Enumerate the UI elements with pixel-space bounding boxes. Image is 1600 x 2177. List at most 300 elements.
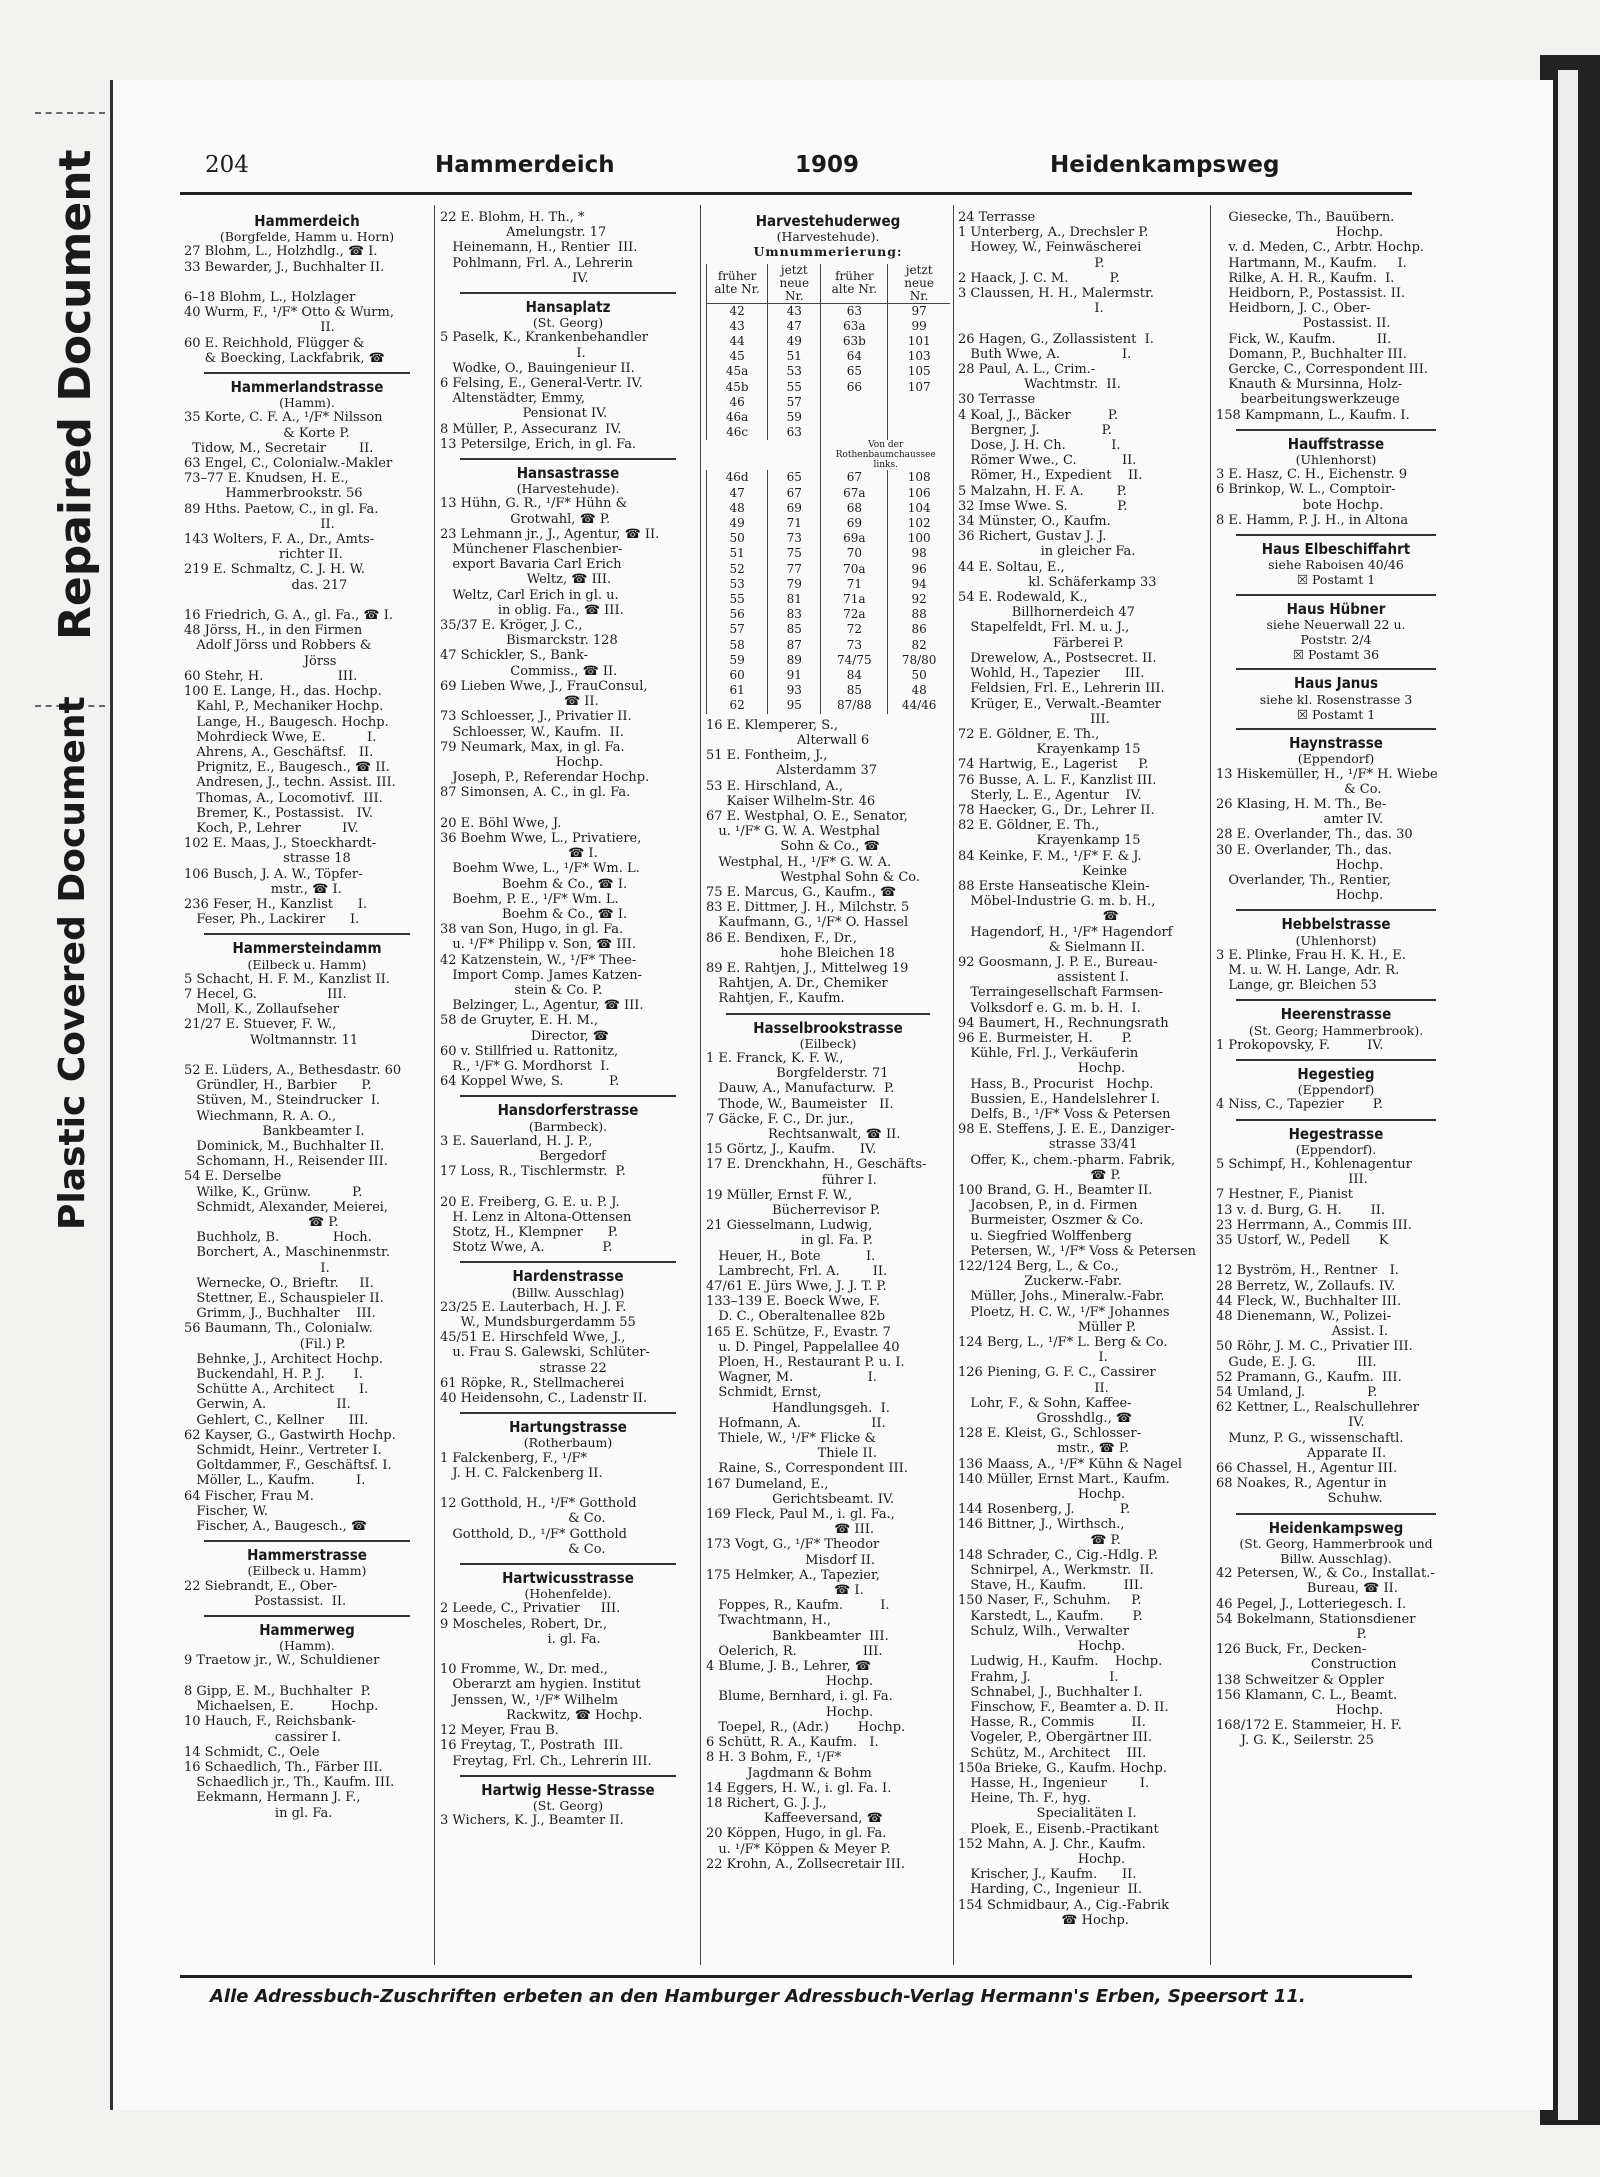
page-number: 204 [205, 152, 249, 178]
directory-entry: Finschow, F., Beamter a. D. II. [958, 1699, 1169, 1715]
directory-entry: u. ¹/F* Philipp v. Son, ☎ III. [440, 937, 636, 953]
directory-entry: Handlungsgeh. I. [706, 1400, 890, 1416]
directory-entry: Wachtmstr. II. [958, 377, 1121, 393]
directory-entry: 6–18 Blohm, L., Holzlager [184, 290, 356, 306]
directory-entry: Boehm, P. E., ¹/F* Wm. L. [440, 891, 619, 907]
directory-entry: Wodke, O., Bauingenieur II. [440, 360, 635, 376]
directory-entry: Feser, Ph., Lackirer I. [184, 912, 360, 928]
directory-entry: 82 E. Göldner, E. Th., [958, 818, 1100, 834]
directory-entry: 38 van Son, Hugo, in gl. Fa. [440, 922, 624, 938]
section-divider [1236, 909, 1436, 911]
table-cell: 83 [768, 607, 821, 622]
directory-entry: bote Hochp. [1216, 497, 1384, 513]
section-divider [460, 458, 676, 460]
district-note: (Billw. Ausschlag) [511, 1284, 625, 1300]
directory-entry: 156 Klamann, C. L., Beamt. [1216, 1687, 1398, 1703]
directory-entry: Wagner, M. I. [706, 1370, 877, 1386]
table-cell: 58 [707, 638, 768, 653]
directory-entry: Gründler, H., Barbier P. [184, 1078, 372, 1094]
table-cell: 63 [821, 303, 888, 319]
directory-entry: Prignitz, E., Baugesch., ☎ II. [184, 760, 390, 776]
directory-entry [184, 275, 430, 290]
table-note-row [707, 440, 951, 470]
section-divider [1236, 534, 1436, 536]
directory-entry: Lambrecht, Frl. A. II. [706, 1263, 888, 1279]
directory-entry: Foppes, R., Kaufm. I. [706, 1598, 890, 1614]
directory-entry: Hochp. [1216, 1703, 1384, 1719]
table-cell: 48 [707, 501, 768, 516]
table-cell: 53 [707, 577, 768, 592]
directory-entry: Zuckerw.-Fabr. [958, 1274, 1122, 1290]
directory-entry: 100 Brand, G. H., Beamter II. [958, 1183, 1153, 1198]
column-2 [440, 210, 696, 1828]
directory-entry: strasse 33/41 [958, 1137, 1138, 1153]
table-cell: 49 [707, 516, 768, 531]
directory-entry: 165 E. Schütze, F., Evastr. 7 [706, 1324, 891, 1340]
directory-entry: 30 E. Overlander, Th., das. [1216, 842, 1393, 858]
table-cell [888, 395, 950, 410]
street-heading: Hartungstrasse [509, 1418, 627, 1437]
table-cell: 46a [707, 410, 768, 425]
table-cell [821, 425, 888, 440]
directory-entry: 9 Moscheles, Robert, Dr., [440, 1616, 608, 1632]
table-cell: 57 [768, 395, 821, 410]
table-row [707, 410, 951, 425]
street-heading: Hartwig Hesse-Strasse [481, 1780, 655, 1799]
table-cell: 64 [821, 349, 888, 364]
directory-entry: ☎ Hochp. [958, 1912, 1129, 1928]
directory-entry [184, 1669, 430, 1684]
table-cell: 107 [888, 380, 950, 395]
table-row [707, 380, 951, 395]
plastic-covered-label: Plastic Covered Document [52, 696, 93, 1230]
table-cell: 46d [707, 470, 768, 485]
directory-entry: 167 Dumeland, E., [706, 1476, 829, 1492]
directory-entry: P. [1216, 1627, 1367, 1643]
district-note: (Hamm). [279, 395, 335, 411]
directory-entry: 14 Schmidt, C., Oele [184, 1744, 320, 1760]
table-cell: 60 [707, 668, 768, 683]
district-note: siehe Raboisen 40/46 [1268, 557, 1404, 573]
directory-entry: 30 Terrasse [958, 392, 1036, 408]
directory-entry: Krüger, E., Verwalt.-Beamter [958, 696, 1161, 712]
directory-entry: Toepel, R., (Adr.) Hochp. [706, 1719, 906, 1735]
street-heading: Hammersteindamm [232, 939, 382, 958]
directory-entry: Terraingesellschaft Farmsen- [958, 985, 1163, 1001]
directory-entry: Schmidt, Alexander, Meierei, [184, 1199, 389, 1215]
directory-entry: 169 Fleck, Paul M., i. gl. Fa., [706, 1507, 895, 1523]
directory-entry: 20 Köppen, Hugo, in gl. Fa. [706, 1826, 887, 1842]
directory-entry: Buchholz, B. Hoch. [184, 1230, 372, 1246]
renumbering-label: Umnummerierung: [753, 244, 903, 260]
directory-entry: J. G. K., Seilerstr. 25 [1216, 1733, 1374, 1749]
directory-entry: Thomas, A., Locomotivf. III. [184, 790, 383, 806]
street-heading: Hammerlandstrasse [230, 378, 384, 397]
directory-entry: Wohld, H., Tapezier III. [958, 666, 1145, 682]
directory-entry: D. C., Oberaltenallee 82b [706, 1309, 886, 1325]
directory-entry: 40 Heidensohn, C., Ladenstr II. [440, 1391, 648, 1407]
directory-entry: Buth Wwe, A. I. [958, 346, 1132, 362]
directory-entry: Müller, Johs., Mineralw.-Fabr. [958, 1289, 1165, 1305]
table-cell: 42 [707, 303, 768, 319]
district-note: (Uhlenhorst) [1295, 932, 1377, 948]
directory-entry: strasse 18 [184, 851, 351, 867]
table-row [707, 577, 951, 592]
directory-entry: Hochp. [1216, 225, 1384, 241]
directory-entry: Stotz, H., Klempner P. [440, 1225, 618, 1240]
directory-entry: Gercke, C., Correspondent III. [1216, 362, 1429, 378]
table-cell: 71 [768, 516, 821, 531]
directory-entry: Hochp. [958, 1639, 1126, 1655]
directory-entry: Amelungstr. 17 [440, 225, 607, 241]
header-year: 1909 [795, 152, 860, 178]
table-row [707, 501, 951, 516]
directory-entry: 7 Hestner, F., Pianist [1216, 1187, 1353, 1203]
directory-entry: Oelerich, R. III. [706, 1643, 883, 1659]
directory-entry: ☎ P. [184, 1215, 339, 1230]
table-cell: 86 [888, 622, 950, 637]
directory-entry: Sohn & Co., ☎ [706, 839, 880, 855]
table-row [707, 622, 951, 637]
street-heading: Hartwicusstrasse [502, 1569, 634, 1588]
section-divider [204, 372, 410, 374]
directory-entry: 28 Berretz, W., Zollaufs. IV. [1216, 1278, 1396, 1294]
section-divider [1236, 594, 1436, 596]
directory-entry: Müller P. [958, 1319, 1137, 1335]
directory-entry: 1 Prokopovsky, F. IV. [1216, 1037, 1384, 1053]
directory-entry: 140 Müller, Ernst Mart., Kaufm. [958, 1471, 1170, 1487]
table-cell: 85 [768, 622, 821, 637]
directory-entry: Bankbeamter III. [706, 1628, 889, 1644]
directory-entry: Volksdorf e. G. m. b. H. I. [958, 1000, 1141, 1016]
directory-entry: Hammerbrookstr. 56 [184, 486, 363, 502]
table-cell: 47 [707, 486, 768, 501]
directory-entry: Drewelow, A., Postsecret. II. [958, 650, 1157, 666]
directory-entry: 34 Münster, O., Kaufm. [958, 514, 1111, 530]
table-cell: 98 [888, 546, 950, 561]
directory-entry: Rahtjen, F., Kaufm. [706, 991, 845, 1007]
table-row [707, 546, 951, 561]
directory-entry: mstr., ☎ P. [958, 1441, 1130, 1457]
directory-entry: assistent I. [958, 970, 1130, 986]
table-cell [821, 395, 888, 410]
table-cell: 73 [768, 531, 821, 546]
directory-entry: 8 H. 3 Bohm, F., ¹/F* [706, 1750, 842, 1766]
directory-entry: Knauth & Mursinna, Holz- [1216, 377, 1403, 393]
directory-entry: Hofmann, A. II. [706, 1415, 886, 1431]
directory-entry: Andresen, J., techn. Assist. III. [184, 775, 396, 791]
directory-entry: 17 Loss, R., Tischlermstr. P. [440, 1164, 626, 1180]
directory-entry: 87 Simonsen, A. C., in gl. Fa. [440, 785, 631, 801]
directory-entry: Bücherrevisor P. [706, 1202, 881, 1218]
directory-entry: Delfs, B., ¹/F* Voss & Petersen [958, 1106, 1171, 1122]
directory-entry: Jacobsen, P., in d. Firmen [958, 1198, 1138, 1214]
directory-entry: Gude, E. J. G. III. [1216, 1354, 1377, 1370]
table-row [707, 395, 951, 410]
table-row [707, 531, 951, 546]
directory-entry: 23 Lehmann jr., J., Agentur, ☎ II. [440, 526, 660, 542]
district-note: ☒ Postamt 1 [1296, 706, 1376, 722]
directory-entry: Römer Wwe., C. II. [958, 453, 1137, 469]
directory-entry: Kaufmann, G., ¹/F* O. Hassel [706, 915, 909, 931]
directory-entry: 96 E. Burmeister, H. P. [958, 1030, 1133, 1046]
dashed-divider [35, 112, 105, 114]
table-cell: 75 [768, 546, 821, 561]
directory-entry: Grosshdlg., ☎ [958, 1411, 1133, 1427]
section-divider [1236, 668, 1436, 670]
directory-entry: Bergedorf [440, 1148, 606, 1164]
repaired-label: Repaired Document [50, 149, 101, 640]
directory-entry: in gl. Fa. P. [706, 1233, 873, 1249]
directory-entry: Schnirpel, A., Werkmstr. II. [958, 1563, 1154, 1579]
table-row [707, 668, 951, 683]
table-cell: 46c [707, 425, 768, 440]
district-note: (Eilbeck u. Hamm) [247, 1563, 367, 1579]
directory-entry [440, 1647, 696, 1662]
directory-entry: Pohlmann, Frl. A., Lehrerin [440, 255, 633, 271]
table-cell: 87/88 [821, 698, 888, 713]
table-row [707, 334, 951, 349]
directory-entry: Hochp. [706, 1704, 874, 1720]
directory-entry: 42 Petersen, W., & Co., Installat.- [1216, 1566, 1435, 1582]
street-heading: Hammerdeich [254, 212, 360, 230]
table-cell: 63 [768, 425, 821, 440]
directory-entry: Römer, H., Expedient II. [958, 468, 1143, 484]
directory-entry: Möbel-Industrie G. m. b. H., [958, 894, 1156, 910]
directory-entry: 47/61 E. Jürs Wwe, J. J. T. P. [706, 1279, 887, 1294]
table-row [707, 486, 951, 501]
directory-entry: III. [958, 711, 1110, 727]
district-note: (Eppendorf) [1297, 1082, 1375, 1098]
directory-entry: Commiss., ☎ II. [440, 663, 618, 679]
directory-entry: P. [958, 255, 1105, 271]
directory-entry: 58 de Gruyter, E. H. M., [440, 1013, 599, 1029]
table-cell: 67a [821, 486, 888, 501]
street-heading: Hansdorferstrasse [497, 1101, 639, 1120]
directory-entry: 126 Buck, Fr., Decken- [1216, 1642, 1367, 1658]
directory-entry: Heidborn, J. C., Ober- [1216, 301, 1371, 317]
directory-entry: Hochp. [1216, 888, 1384, 904]
table-row [707, 683, 951, 698]
street-heading: Hammerstrasse [247, 1546, 367, 1565]
directory-entry: 78 Haecker, G., Dr., Lehrer II. [958, 802, 1155, 818]
page-header [180, 152, 1410, 184]
district-note: (Rotherbaum) [523, 1435, 613, 1451]
table-cell: 96 [888, 562, 950, 577]
directory-entry: strasse 22 [440, 1360, 607, 1376]
directory-entry: 68 Noakes, R., Agentur in [1216, 1476, 1387, 1492]
section-divider [460, 292, 676, 294]
directory-entry: Joseph, P., Referendar Hochp. [440, 770, 650, 786]
directory-entry: 89 Hths. Paetow, C., in gl. Fa. [184, 501, 379, 517]
table-cell: 106 [888, 486, 950, 501]
table-cell: 73 [821, 638, 888, 653]
directory-entry: richter II. [184, 547, 343, 563]
directory-entry: Domann, P., Buchhalter III. [1216, 346, 1407, 362]
table-cell: 69 [768, 501, 821, 516]
directory-entry: 66 Chassel, H., Agentur III. [1216, 1461, 1398, 1477]
directory-entry: 6 Felsing, E., General-Vertr. IV. [440, 376, 643, 392]
directory-entry: 126 Piening, G. F. C., Cassirer [958, 1365, 1156, 1381]
directory-entry: 146 Bittner, J., Wirthsch., [958, 1517, 1125, 1533]
directory-entry: Karstedt, L., Kaufm. P. [958, 1608, 1143, 1624]
table-cell: 70 [821, 546, 888, 561]
district-note: (Hohenfelde). [524, 1586, 612, 1602]
directory-entry: 13 Hiskemüller, H., ¹/F* H. Wiebe [1216, 766, 1438, 782]
table-cell: 46 [707, 395, 768, 410]
directory-entry: 124 Berg, L., ¹/F* L. Berg & Co. [958, 1335, 1168, 1351]
directory-entry: 60 Stehr, H. III. [184, 668, 358, 684]
directory-entry: Boehm Wwe, L., ¹/F* Wm. L. [440, 861, 640, 877]
directory-entry [1216, 1248, 1456, 1263]
directory-entry: II. [958, 1380, 1109, 1396]
table-cell: 81 [768, 592, 821, 607]
table-cell: 49 [768, 334, 821, 349]
directory-entry: Postassist. II. [184, 1593, 347, 1609]
district-note: (Barmbeck). [528, 1118, 608, 1134]
directory-entry: Schütz, M., Architect III. [958, 1745, 1147, 1761]
header-right-street: Heidenkampsweg [1050, 152, 1280, 178]
directory-entry: Hass, B., Procurist Hochp. [958, 1076, 1154, 1092]
table-cell: 55 [768, 380, 821, 395]
directory-entry: 143 Wolters, F. A., Dr., Amts- [184, 532, 375, 548]
directory-entry: 16 E. Klemperer, S., [706, 717, 838, 733]
directory-entry: Schütte A., Architect I. [184, 1382, 369, 1398]
directory-entry: 48 Jörss, H., in den Firmen [184, 623, 363, 639]
directory-entry: 44 E. Soltau, E., [958, 559, 1065, 575]
directory-entry: 35/37 E. Kröger, J. C., [440, 618, 583, 634]
table-cell: 72a [821, 607, 888, 622]
directory-entry: 88 Erste Hanseatische Klein- [958, 878, 1150, 894]
directory-entry: 150a Brieke, G., Kaufm. Hochp. [958, 1760, 1167, 1776]
directory-entry: 5 Schimpf, H., Kohlenagentur [1216, 1156, 1412, 1172]
directory-entry: Lohr, F., & Sohn, Kaffee- [958, 1395, 1132, 1411]
directory-entry: mstr., ☎ I. [184, 881, 342, 897]
district-note: (Hamm). [279, 1638, 335, 1654]
directory-entry: Färberei P. [958, 635, 1124, 651]
directory-entry: ☎ P. [958, 1167, 1121, 1183]
directory-entry: 28 E. Overlander, Th., das. 30 [1216, 827, 1413, 843]
directory-entry: Bussien, E., Handelslehrer I. [958, 1091, 1161, 1107]
table-cell: 51 [768, 349, 821, 364]
directory-entry: II. [184, 516, 335, 532]
street-heading: Heerenstrasse [1280, 1005, 1392, 1024]
directory-entry: Lange, gr. Bleichen 53 [1216, 978, 1377, 994]
table-note: Von der Rothenbaumchaussee links. [821, 440, 950, 470]
table-cell: 78/80 [888, 653, 950, 668]
directory-entry: Ahrens, A., Geschäftsf. II. [184, 744, 374, 760]
directory-entry: & Korte P. [184, 425, 350, 441]
directory-entry: Assist. I. [1216, 1324, 1389, 1340]
table-cell: 48 [888, 683, 950, 698]
directory-entry: 3 E. Hasz, C. H., Eichenstr. 9 [1216, 467, 1408, 483]
directory-entry: Bureau, ☎ II. [1216, 1581, 1398, 1597]
directory-entry: ☎ P. [958, 1532, 1121, 1548]
table-cell: 45b [707, 380, 768, 395]
table-cell: 88 [888, 607, 950, 622]
directory-entry: 136 Maass, A., ¹/F* Kühn & Nagel [958, 1456, 1183, 1472]
directory-entry: Kaiser Wilhelm-Str. 46 [706, 793, 876, 809]
directory-entry: Altenstädter, Emmy, [440, 391, 586, 407]
table-row [707, 364, 951, 379]
table-cell: 68 [821, 501, 888, 516]
district-note: ☒ Postamt 1 [1296, 572, 1376, 588]
directory-entry: & Co. [1216, 781, 1382, 797]
directory-entry: III. [1216, 1172, 1368, 1188]
table-cell: 93 [768, 683, 821, 698]
directory-entry: in gl. Fa. [184, 1805, 333, 1821]
directory-entry: Westphal, H., ¹/F* G. W. A. [706, 854, 892, 870]
section-divider [204, 933, 410, 935]
table-cell: 44 [707, 334, 768, 349]
directory-entry: Wernecke, O., Brieftr. II. [184, 1275, 374, 1291]
directory-entry: 18 Richert, G. J. J., [706, 1795, 827, 1811]
table-cell: 87 [768, 638, 821, 653]
directory-entry: Keinke [958, 863, 1128, 879]
district-note: Poststr. 2/4 [1300, 632, 1372, 648]
directory-entry: Howey, W., Feinwäscherei [958, 240, 1142, 256]
directory-entry: 53 E. Hirschland, A., [706, 778, 843, 794]
table-cell: 91 [768, 668, 821, 683]
directory-entry: 12 Meyer, Frau B. [440, 1723, 559, 1739]
table-row [707, 592, 951, 607]
directory-entry: 8 Müller, P., Assecuranz IV. [440, 421, 622, 437]
table-cell: 65 [821, 364, 888, 379]
directory-entry [184, 1048, 430, 1063]
directory-entry: 67 E. Westphal, O. E., Senator, [706, 808, 908, 824]
directory-entry: 22 Krohn, A., Zollsecretair III. [706, 1856, 905, 1872]
directory-entry: Bankbeamter I. [184, 1123, 365, 1139]
directory-entry: 20 E. Böhl Wwe, J. [440, 815, 562, 831]
directory-entry: Stettner, E., Schauspieler II. [184, 1291, 384, 1307]
directory-entry: Heine, Th. F., hyg. [958, 1791, 1091, 1807]
street-heading: Hasselbrookstrasse [753, 1018, 903, 1037]
directory-entry: i. gl. Fa. [440, 1631, 601, 1647]
directory-entry: M. u. W. H. Lange, Adr. R. [1216, 962, 1400, 978]
table-cell: 66 [821, 380, 888, 395]
directory-entry: Adolf Jörss und Robbers & [184, 638, 372, 654]
table-cell: 72 [821, 622, 888, 637]
directory-entry: Schaedlich jr., Th., Kaufm. III. [184, 1775, 395, 1791]
directory-entry: 36 Richert, Gustav J. J. [958, 529, 1107, 545]
directory-entry: Behnke, J., Architect Hochp. [184, 1351, 384, 1367]
directory-entry: 47 Schickler, S., Bank- [440, 648, 589, 664]
directory-entry: Raine, S., Correspondent III. [706, 1461, 908, 1477]
street-heading: Hauffstrasse [1287, 434, 1385, 453]
directory-entry: Hasse, R., Commis II. [958, 1715, 1146, 1731]
directory-entry: Hagendorf, H., ¹/F* Hagendorf [958, 924, 1173, 940]
table-row [707, 425, 951, 440]
table-row [707, 638, 951, 653]
table-cell: 104 [888, 501, 950, 516]
directory-entry: ☎ I. [440, 846, 598, 862]
directory-entry: 74 Hartwig, E., Lagerist P. [958, 757, 1149, 773]
directory-entry: u. ¹/F* G. W. A. Westphal [706, 824, 880, 840]
section-divider [460, 1775, 676, 1777]
directory-entry: 102 E. Maas, J., Stoeckhardt- [184, 836, 377, 852]
column-1 [184, 210, 430, 1821]
directory-entry: Schmidt, Ernst, [706, 1385, 822, 1401]
directory-entry: v. d. Meden, C., Arbtr. Hochp. [1216, 240, 1425, 256]
directory-entry: 1 E. Franck, K. F. W., [706, 1050, 844, 1066]
directory-entry [958, 316, 1208, 331]
street-heading: Hansastrasse [516, 464, 620, 483]
directory-entry: Giesecke, Th., Bauübern. [1216, 210, 1395, 225]
directory-entry: Kaffeeversand, ☎ [706, 1811, 883, 1827]
directory-entry: Hochp. [958, 1061, 1126, 1077]
directory-entry: 152 Mahn, A. J. Chr., Kaufm. [958, 1836, 1146, 1852]
directory-entry: Ploek, E., Eisenb.-Practikant [958, 1821, 1159, 1837]
